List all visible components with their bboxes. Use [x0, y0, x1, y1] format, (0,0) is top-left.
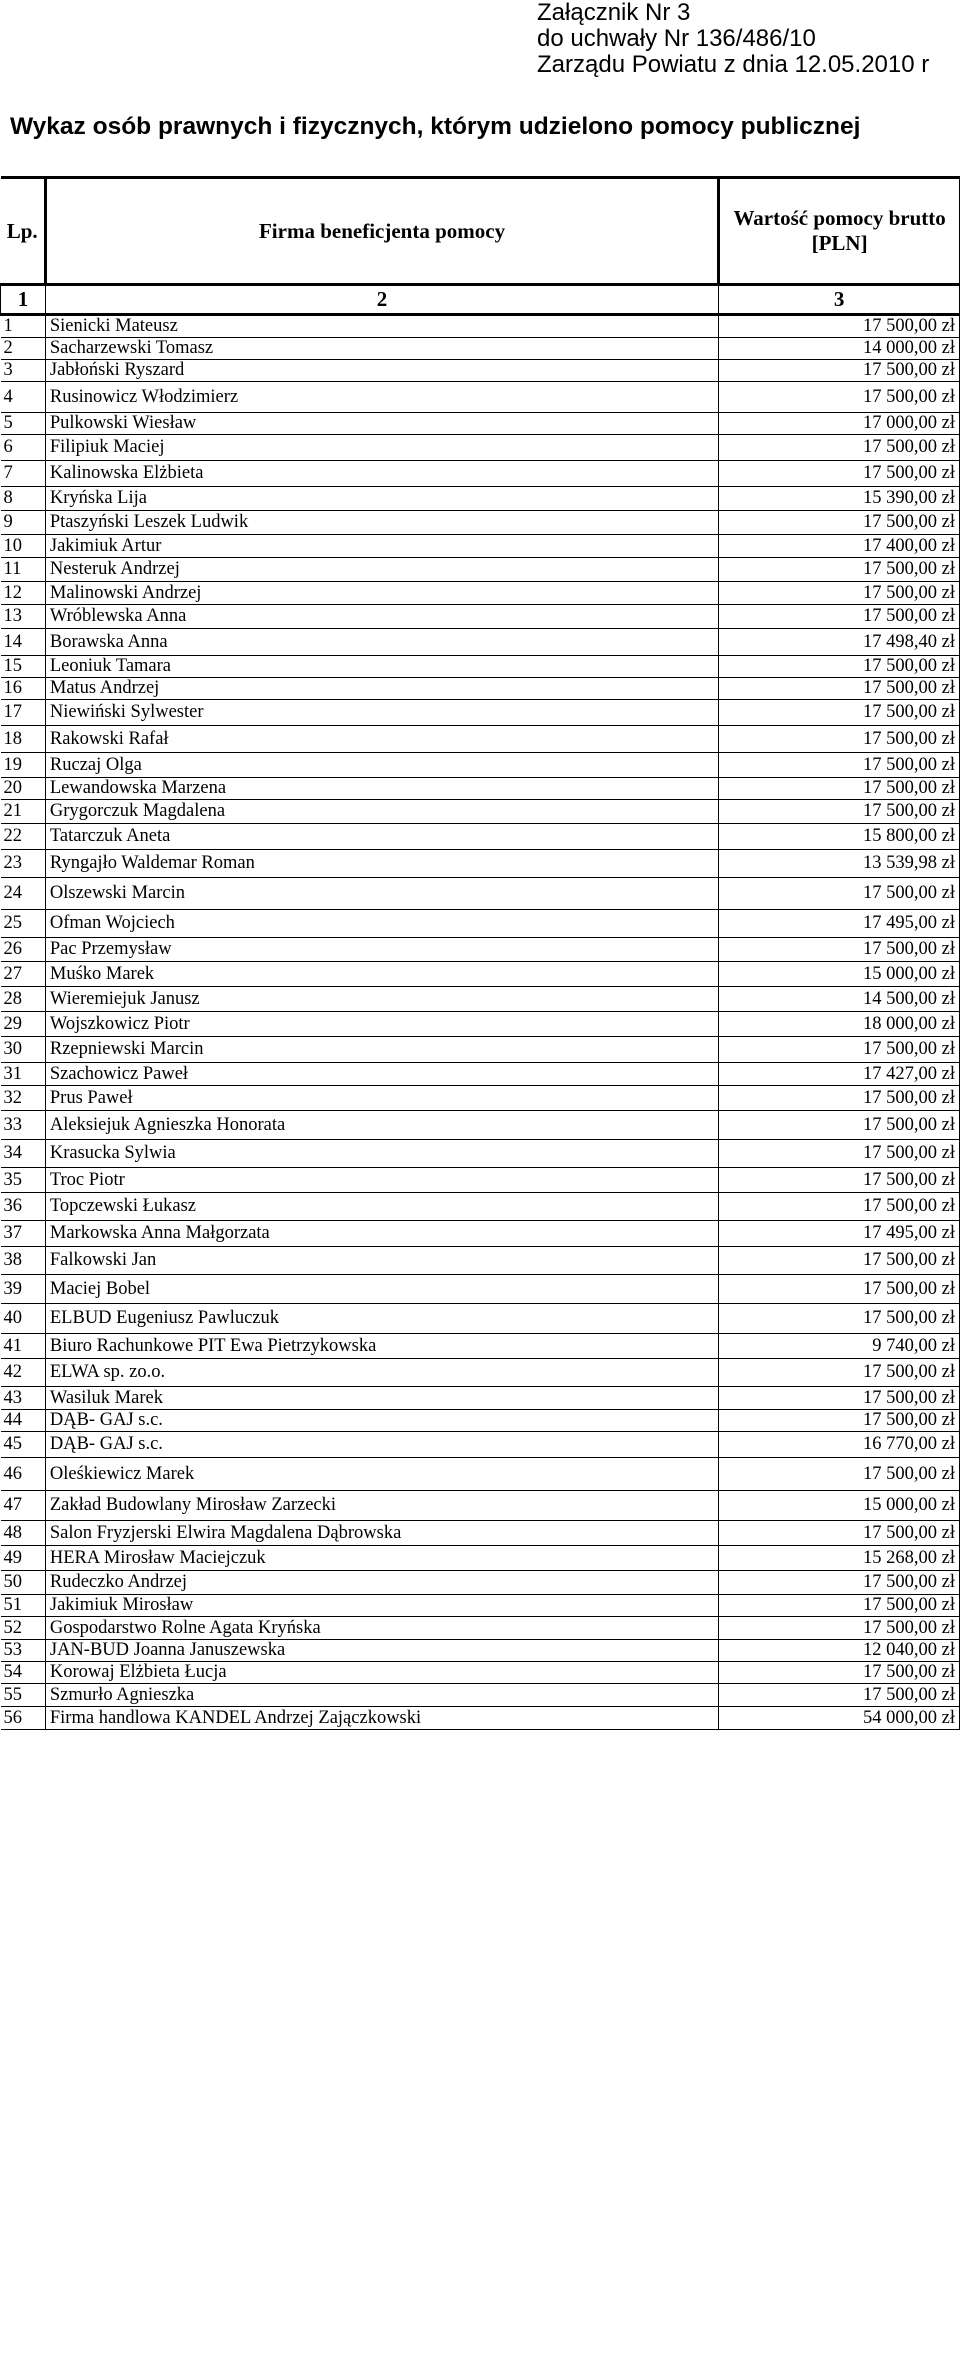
row-number: 21	[1, 800, 46, 824]
row-number: 8	[1, 487, 46, 511]
beneficiary-name: Szmurło Agnieszka	[45, 1684, 718, 1707]
table-row	[1, 726, 960, 753]
row-number: 53	[1, 1640, 46, 1662]
header-lp: Lp.	[1, 178, 46, 285]
beneficiary-name: Markowska Anna Małgorzata	[45, 1221, 718, 1247]
aid-value: 17 500,00 zł	[719, 315, 960, 338]
aid-value: 17 500,00 zł	[719, 461, 960, 487]
aid-value: 9 740,00 zł	[719, 1334, 960, 1359]
beneficiary-name: Biuro Rachunkowe PIT Ewa Pietrzykowska	[45, 1334, 718, 1359]
header-value-label: Wartość pomocy brutto	[733, 206, 946, 230]
attachment-note-line: Załącznik Nr 3	[537, 0, 691, 26]
aid-value: 17 500,00 zł	[719, 700, 960, 726]
beneficiary-name: Wojszkowicz Piotr	[45, 1012, 718, 1037]
table-row	[1, 1221, 960, 1247]
aid-value: 14 000,00 zł	[719, 338, 960, 360]
row-number: 13	[1, 605, 46, 629]
table-row	[1, 605, 960, 629]
beneficiary-name: Leoniuk Tamara	[45, 656, 718, 678]
beneficiary-name: Wasiluk Marek	[45, 1387, 718, 1410]
beneficiary-name: DĄB- GAJ s.c.	[45, 1410, 718, 1432]
table-row	[1, 678, 960, 700]
row-number: 49	[1, 1546, 46, 1571]
table-row	[1, 558, 960, 582]
beneficiary-name: Grygorczuk Magdalena	[45, 800, 718, 824]
column-number: 2	[45, 285, 718, 315]
beneficiary-name: Troc Piotr	[45, 1168, 718, 1193]
table-body	[1, 315, 960, 1730]
table-row	[1, 413, 960, 435]
table-row	[1, 435, 960, 461]
table-row	[1, 1432, 960, 1458]
aid-recipients-table	[0, 176, 960, 1730]
aid-value: 15 000,00 zł	[719, 962, 960, 987]
aid-value: 17 500,00 zł	[719, 726, 960, 753]
row-number: 20	[1, 778, 46, 800]
table-row	[1, 910, 960, 938]
table-row	[1, 1458, 960, 1491]
table-row	[1, 1111, 960, 1140]
aid-value: 17 500,00 zł	[719, 1086, 960, 1111]
beneficiary-name: Wróblewska Anna	[45, 605, 718, 629]
table-row	[1, 461, 960, 487]
table-row	[1, 778, 960, 800]
aid-value: 17 500,00 zł	[719, 605, 960, 629]
row-number: 42	[1, 1359, 46, 1387]
row-number: 24	[1, 878, 46, 910]
aid-value: 17 500,00 zł	[719, 1193, 960, 1221]
row-number: 3	[1, 360, 46, 382]
beneficiary-name: Kryńska Lija	[45, 487, 718, 511]
row-number: 31	[1, 1063, 46, 1086]
beneficiary-name: ELWA sp. zo.o.	[45, 1359, 718, 1387]
aid-value: 54 000,00 zł	[719, 1707, 960, 1730]
table-row	[1, 1247, 960, 1275]
row-number: 14	[1, 629, 46, 656]
table-row	[1, 1304, 960, 1334]
row-number: 18	[1, 726, 46, 753]
row-number: 9	[1, 511, 46, 535]
table-row	[1, 511, 960, 535]
table-row	[1, 1063, 960, 1086]
row-number: 52	[1, 1617, 46, 1640]
row-number: 47	[1, 1491, 46, 1521]
aid-value: 15 390,00 zł	[719, 487, 960, 511]
table-row	[1, 987, 960, 1012]
aid-value: 17 427,00 zł	[719, 1063, 960, 1086]
column-number-row	[1, 285, 960, 315]
aid-value: 17 500,00 zł	[719, 360, 960, 382]
row-number: 45	[1, 1432, 46, 1458]
table-row	[1, 800, 960, 824]
table-row	[1, 850, 960, 878]
table-row	[1, 1546, 960, 1571]
aid-value: 17 500,00 zł	[719, 800, 960, 824]
beneficiary-name: Topczewski Łukasz	[45, 1193, 718, 1221]
table-row	[1, 962, 960, 987]
beneficiary-name: Malinowski Andrzej	[45, 582, 718, 605]
document-title: Wykaz osób prawnych i fizycznych, którym udzielono pomocy publicznej	[10, 113, 861, 140]
row-number: 27	[1, 962, 46, 987]
aid-value: 17 500,00 zł	[719, 1275, 960, 1304]
table-row	[1, 1684, 960, 1707]
row-number: 5	[1, 413, 46, 435]
row-number: 19	[1, 753, 46, 778]
aid-value: 17 500,00 zł	[719, 1387, 960, 1410]
header-company: Firma beneficjenta pomocy	[45, 178, 718, 285]
beneficiary-name: Borawska Anna	[45, 629, 718, 656]
table-row	[1, 382, 960, 413]
aid-value: 17 500,00 zł	[719, 656, 960, 678]
header-value-unit: [PLN]	[811, 231, 868, 255]
beneficiary-name: Sacharzewski Tomasz	[45, 338, 718, 360]
beneficiary-name: Gospodarstwo Rolne Agata Kryńska	[45, 1617, 718, 1640]
row-number: 43	[1, 1387, 46, 1410]
table-row	[1, 1275, 960, 1304]
row-number: 35	[1, 1168, 46, 1193]
row-number: 54	[1, 1662, 46, 1684]
aid-value: 15 000,00 zł	[719, 1491, 960, 1521]
beneficiary-name: Jakimiuk Mirosław	[45, 1595, 718, 1617]
aid-value: 17 498,40 zł	[719, 629, 960, 656]
aid-value: 17 500,00 zł	[719, 1458, 960, 1491]
row-number: 23	[1, 850, 46, 878]
aid-value: 17 500,00 zł	[719, 1140, 960, 1168]
table-row	[1, 1410, 960, 1432]
table-row	[1, 753, 960, 778]
beneficiary-name: Wieremiejuk Janusz	[45, 987, 718, 1012]
aid-value: 17 500,00 zł	[719, 1037, 960, 1063]
row-number: 55	[1, 1684, 46, 1707]
beneficiary-name: Aleksiejuk Agnieszka Honorata	[45, 1111, 718, 1140]
aid-value: 14 500,00 zł	[719, 987, 960, 1012]
beneficiary-name: Niewiński Sylwester	[45, 700, 718, 726]
table-row	[1, 1193, 960, 1221]
row-number: 16	[1, 678, 46, 700]
beneficiary-name: Kalinowska Elżbieta	[45, 461, 718, 487]
beneficiary-name: Salon Fryzjerski Elwira Magdalena Dąbrowska	[45, 1521, 718, 1546]
row-number: 7	[1, 461, 46, 487]
table-row	[1, 315, 960, 338]
row-number: 2	[1, 338, 46, 360]
aid-value: 17 000,00 zł	[719, 413, 960, 435]
beneficiary-name: Falkowski Jan	[45, 1247, 718, 1275]
aid-value: 18 000,00 zł	[719, 1012, 960, 1037]
aid-value: 17 400,00 zł	[719, 535, 960, 558]
beneficiary-name: ELBUD Eugeniusz Pawluczuk	[45, 1304, 718, 1334]
beneficiary-name: Firma handlowa KANDEL Andrzej Zajączkowski	[45, 1707, 718, 1730]
column-number: 1	[1, 285, 46, 315]
table-row	[1, 1334, 960, 1359]
beneficiary-name: Ofman Wojciech	[45, 910, 718, 938]
beneficiary-name: Nesteruk Andrzej	[45, 558, 718, 582]
row-number: 48	[1, 1521, 46, 1546]
aid-value: 17 500,00 zł	[719, 678, 960, 700]
beneficiary-name: Pac Przemysław	[45, 938, 718, 962]
beneficiary-name: Ruczaj Olga	[45, 753, 718, 778]
table-row	[1, 1707, 960, 1730]
beneficiary-name: Olszewski Marcin	[45, 878, 718, 910]
row-number: 29	[1, 1012, 46, 1037]
row-number: 6	[1, 435, 46, 461]
aid-value: 13 539,98 zł	[719, 850, 960, 878]
column-number: 3	[719, 285, 960, 315]
row-number: 1	[1, 315, 46, 338]
header-value	[719, 178, 960, 285]
aid-value: 17 500,00 zł	[719, 511, 960, 535]
aid-value: 17 500,00 zł	[719, 1595, 960, 1617]
row-number: 22	[1, 824, 46, 850]
beneficiary-name: HERA Mirosław Maciejczuk	[45, 1546, 718, 1571]
row-number: 37	[1, 1221, 46, 1247]
aid-value: 17 495,00 zł	[719, 1221, 960, 1247]
table-row	[1, 878, 960, 910]
aid-value: 17 500,00 zł	[719, 1571, 960, 1595]
row-number: 33	[1, 1111, 46, 1140]
aid-value: 17 500,00 zł	[719, 1662, 960, 1684]
aid-value: 15 268,00 zł	[719, 1546, 960, 1571]
beneficiary-name: Muśko Marek	[45, 962, 718, 987]
aid-value: 17 500,00 zł	[719, 778, 960, 800]
aid-value: 17 495,00 zł	[719, 910, 960, 938]
aid-value: 17 500,00 zł	[719, 558, 960, 582]
row-number: 17	[1, 700, 46, 726]
aid-value: 17 500,00 zł	[719, 582, 960, 605]
table-row	[1, 1617, 960, 1640]
row-number: 36	[1, 1193, 46, 1221]
beneficiary-name: Maciej Bobel	[45, 1275, 718, 1304]
table-row	[1, 1168, 960, 1193]
table-row	[1, 1140, 960, 1168]
row-number: 10	[1, 535, 46, 558]
table-row	[1, 700, 960, 726]
table-row	[1, 360, 960, 382]
row-number: 56	[1, 1707, 46, 1730]
aid-value: 17 500,00 zł	[719, 435, 960, 461]
beneficiary-name: Oleśkiewicz Marek	[45, 1458, 718, 1491]
row-number: 44	[1, 1410, 46, 1432]
row-number: 39	[1, 1275, 46, 1304]
beneficiary-name: Filipiuk Maciej	[45, 435, 718, 461]
attachment-note	[537, 0, 929, 78]
aid-value: 17 500,00 zł	[719, 1168, 960, 1193]
table-row	[1, 1571, 960, 1595]
beneficiary-name: Lewandowska Marzena	[45, 778, 718, 800]
table-row	[1, 1595, 960, 1617]
row-number: 38	[1, 1247, 46, 1275]
beneficiary-name: DĄB- GAJ s.c.	[45, 1432, 718, 1458]
aid-value: 17 500,00 zł	[719, 1247, 960, 1275]
aid-value: 17 500,00 zł	[719, 1521, 960, 1546]
beneficiary-name: Tatarczuk Aneta	[45, 824, 718, 850]
table-row	[1, 535, 960, 558]
beneficiary-name: Prus Paweł	[45, 1086, 718, 1111]
row-number: 50	[1, 1571, 46, 1595]
table-row	[1, 656, 960, 678]
table-row	[1, 824, 960, 850]
beneficiary-name: Matus Andrzej	[45, 678, 718, 700]
aid-value: 16 770,00 zł	[719, 1432, 960, 1458]
row-number: 15	[1, 656, 46, 678]
aid-value: 17 500,00 zł	[719, 1111, 960, 1140]
table-row	[1, 938, 960, 962]
row-number: 51	[1, 1595, 46, 1617]
beneficiary-name: Jabłoński Ryszard	[45, 360, 718, 382]
table-row	[1, 1640, 960, 1662]
table-row	[1, 1086, 960, 1111]
row-number: 12	[1, 582, 46, 605]
table-row	[1, 1359, 960, 1387]
beneficiary-name: Rusinowicz Włodzimierz	[45, 382, 718, 413]
beneficiary-name: Rzepniewski Marcin	[45, 1037, 718, 1063]
beneficiary-name: Korowaj Elżbieta Łucja	[45, 1662, 718, 1684]
beneficiary-name: JAN-BUD Joanna Januszewska	[45, 1640, 718, 1662]
beneficiary-name: Sienicki Mateusz	[45, 315, 718, 338]
beneficiary-name: Ptaszyński Leszek Ludwik	[45, 511, 718, 535]
aid-value: 17 500,00 zł	[719, 1410, 960, 1432]
aid-value: 17 500,00 zł	[719, 1304, 960, 1334]
aid-value: 17 500,00 zł	[719, 753, 960, 778]
beneficiary-name: Krasucka Sylwia	[45, 1140, 718, 1168]
aid-value: 12 040,00 zł	[719, 1640, 960, 1662]
aid-value: 17 500,00 zł	[719, 1684, 960, 1707]
table-row	[1, 1521, 960, 1546]
row-number: 46	[1, 1458, 46, 1491]
beneficiary-name: Rakowski Rafał	[45, 726, 718, 753]
row-number: 34	[1, 1140, 46, 1168]
beneficiary-name: Jakimiuk Artur	[45, 535, 718, 558]
attachment-note-line: Zarządu Powiatu z dnia 12.05.2010 r	[537, 51, 930, 78]
beneficiary-name: Szachowicz Paweł	[45, 1063, 718, 1086]
row-number: 30	[1, 1037, 46, 1063]
row-number: 28	[1, 987, 46, 1012]
table-row	[1, 1037, 960, 1063]
aid-value: 17 500,00 zł	[719, 1359, 960, 1387]
table-row	[1, 582, 960, 605]
table-row	[1, 629, 960, 656]
row-number: 4	[1, 382, 46, 413]
aid-value: 17 500,00 zł	[719, 938, 960, 962]
table-row	[1, 487, 960, 511]
beneficiary-name: Pulkowski Wiesław	[45, 413, 718, 435]
table-row	[1, 1012, 960, 1037]
attachment-note-line: do uchwały Nr 136/486/10	[537, 25, 816, 52]
aid-value: 17 500,00 zł	[719, 382, 960, 413]
beneficiary-name: Zakład Budowlany Mirosław Zarzecki	[45, 1491, 718, 1521]
row-number: 32	[1, 1086, 46, 1111]
aid-value: 15 800,00 zł	[719, 824, 960, 850]
table-row	[1, 338, 960, 360]
row-number: 11	[1, 558, 46, 582]
table-row	[1, 1387, 960, 1410]
row-number: 41	[1, 1334, 46, 1359]
row-number: 26	[1, 938, 46, 962]
beneficiary-name: Ryngajło Waldemar Roman	[45, 850, 718, 878]
table-row	[1, 1662, 960, 1684]
aid-value: 17 500,00 zł	[719, 878, 960, 910]
aid-value: 17 500,00 zł	[719, 1617, 960, 1640]
row-number: 40	[1, 1304, 46, 1334]
table-row	[1, 1491, 960, 1521]
table-header-row	[1, 178, 960, 285]
beneficiary-name: Rudeczko Andrzej	[45, 1571, 718, 1595]
row-number: 25	[1, 910, 46, 938]
